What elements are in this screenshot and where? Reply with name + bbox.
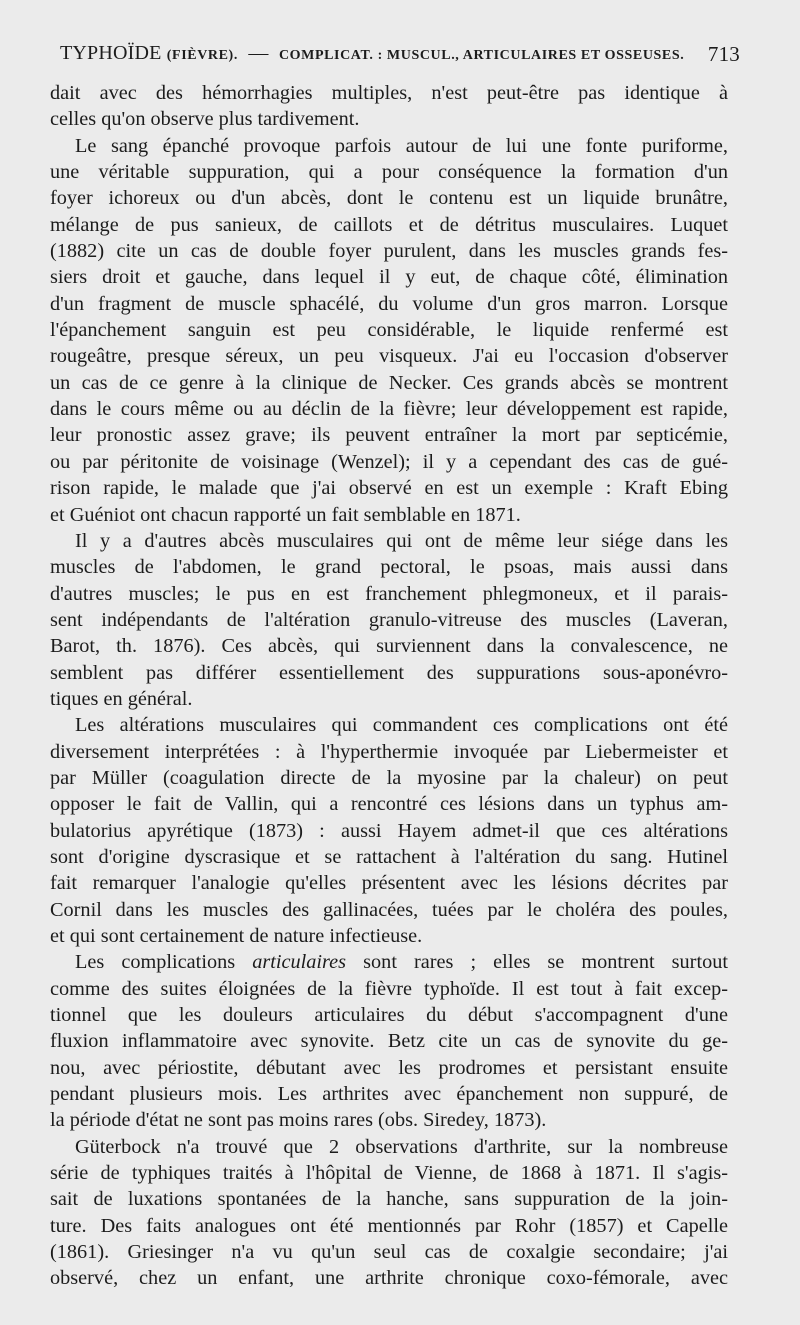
text-line: bulatorius apyrétique (1873) : aussi Hayem admet-il que ces altérations xyxy=(50,819,728,842)
text-line: comme des suites éloignées de la fièvre typhoïde. Il est tout à fait excep- xyxy=(50,977,728,1000)
text-line: tionnel que les douleurs articulaires du début s'accompagnent d'une xyxy=(50,1004,728,1027)
text-line: mélange de pus sanieux, de caillots et de détritus musculaires. Luquet xyxy=(50,213,728,236)
text-line: sait de luxations spontanées de la hanche, sans suppuration de la join- xyxy=(50,1188,728,1211)
text-line: sent indépendants de l'altération granulo-vitreuse des muscles (Laveran, xyxy=(50,608,728,631)
header-dash: — xyxy=(248,42,269,64)
text-line: dans le cours même ou au déclin de la fièvre; leur développement est rapide, xyxy=(50,398,728,421)
text-line: Cornil dans les muscles des gallinacées, tuées par le choléra des poules, xyxy=(50,898,728,921)
text-line: observé, chez un enfant, une arthrite chronique coxo-fémorale, avec xyxy=(50,1267,728,1290)
running-header xyxy=(60,42,740,76)
text-line: rison rapide, le malade que j'ai observé en est un exemple : Kraft Ebing xyxy=(50,477,728,500)
text-line: rougeâtre, presque séreux, un peu visqueux. J'ai eu l'occasion d'observer xyxy=(50,345,728,368)
text-line: (1861). Griesinger n'a vu qu'un seul cas de coxalgie secondaire; j'ai xyxy=(50,1241,728,1264)
text-line: la période d'état ne sont pas moins rares (obs. Siredey, 1873). xyxy=(50,1109,547,1132)
emphasis-word: articulaires xyxy=(252,951,347,974)
text-segment: sont rares ; elles se montrent surtout xyxy=(346,951,728,974)
text-line: nou, avec périostite, débutant avec les prodromes et persistant ensuite xyxy=(50,1056,728,1079)
text-line: d'un fragment de muscle sphacélé, du volume d'un gros marron. Lorsque xyxy=(50,292,728,315)
text-line: (1882) cite un cas de double foyer purulent, dans les muscles grands fes- xyxy=(50,240,728,263)
text-line: celles qu'on observe plus tardivement. xyxy=(50,108,360,131)
header-subtitle: (FIÈVRE). xyxy=(166,48,238,63)
header-title: TYPHOÏDE xyxy=(60,42,162,64)
text-line: l'épanchement sanguin est peu considérable, le liquide renfermé est xyxy=(50,319,728,342)
text-line: sont d'origine dyscrasique et se rattachent à l'altération du sang. Hutinel xyxy=(50,845,728,868)
text-segment: Les complications xyxy=(75,951,253,974)
text-line: diversement interprétées : à l'hyperthermie invoquée par Liebermeister et xyxy=(50,740,728,763)
text-line: et qui sont certainement de nature infectieuse. xyxy=(50,925,423,947)
text-line xyxy=(50,949,728,975)
text-line: fluxion inflammatoire avec synovite. Betz cite un cas de synovite du ge- xyxy=(50,1030,728,1053)
text-line: foyer ichoreux ou d'un abcès, dont le contenu est un liquide brunâtre, xyxy=(50,187,728,210)
text-line: Les altérations musculaires qui commandent ces complications ont été xyxy=(75,714,728,737)
text-line: opposer le fait de Vallin, qui a rencontré ces lésions dans un typhus am- xyxy=(50,793,728,816)
text-line: pendant plusieurs mois. Les arthrites avec épanchement non suppuré, de xyxy=(50,1083,728,1106)
text-line: muscles de l'abdomen, le grand pectoral, le psoas, mais aussi dans xyxy=(50,556,728,579)
text-line: fait remarquer l'analogie qu'elles présentent avec les lésions décrites par xyxy=(50,872,728,895)
text-line: Güterbock n'a trouvé que 2 observations d'arthrite, sur la nombreuse xyxy=(75,1135,728,1158)
text-line: Il y a d'autres abcès musculaires qui ont de même leur siége dans les xyxy=(75,529,728,552)
text-line: ou par péritonite de voisinage (Wenzel); il y a cependant des cas de gué- xyxy=(50,450,728,473)
text-line: une véritable suppuration, qui a pour conséquence la formation d'un xyxy=(50,161,728,184)
body-text xyxy=(50,80,728,1292)
header-section: COMPLICAT. : MUSCUL., ARTICULAIRES ET OSSEUSES. xyxy=(278,48,685,63)
text-line: dait avec des hémorrhagies multiples, n'est peut-être pas identique à xyxy=(50,82,728,104)
text-line: Barot, th. 1876). Ces abcès, qui surviennent dans la convalescence, ne xyxy=(50,635,728,658)
text-line: ture. Des faits analogues ont été mentionnés par Rohr (1857) et Capelle xyxy=(50,1214,728,1237)
text-line: leur pronostic assez grave; ils peuvent entraîner la mort par septicémie, xyxy=(50,424,728,447)
text-line: d'autres muscles; le pus en est franchement phlegmoneux, et il parais- xyxy=(50,582,728,605)
text-line: semblent pas différer essentiellement des suppurations sous-aponévro- xyxy=(50,661,728,684)
text-line: série de typhiques traités à l'hôpital de Vienne, de 1868 à 1871. Il s'agis- xyxy=(50,1162,728,1185)
running-head xyxy=(60,42,684,65)
text-line: et Guéniot ont chacun rapporté un fait semblable en 1871. xyxy=(50,503,521,526)
text-line: siers droit et gauche, dans lequel il y eut, de chaque côté, élimination xyxy=(50,266,728,289)
text-line: par Müller (coagulation directe de la myosine par la chaleur) on peut xyxy=(50,766,728,789)
page-number: 713 xyxy=(707,42,740,66)
text-line: Le sang épanché provoque parfois autour de lui une fonte puriforme, xyxy=(75,134,728,157)
text-line: tiques en général. xyxy=(50,687,193,710)
text-line: un cas de ce genre à la clinique de Necker. Ces grands abcès se montrent xyxy=(50,371,728,394)
